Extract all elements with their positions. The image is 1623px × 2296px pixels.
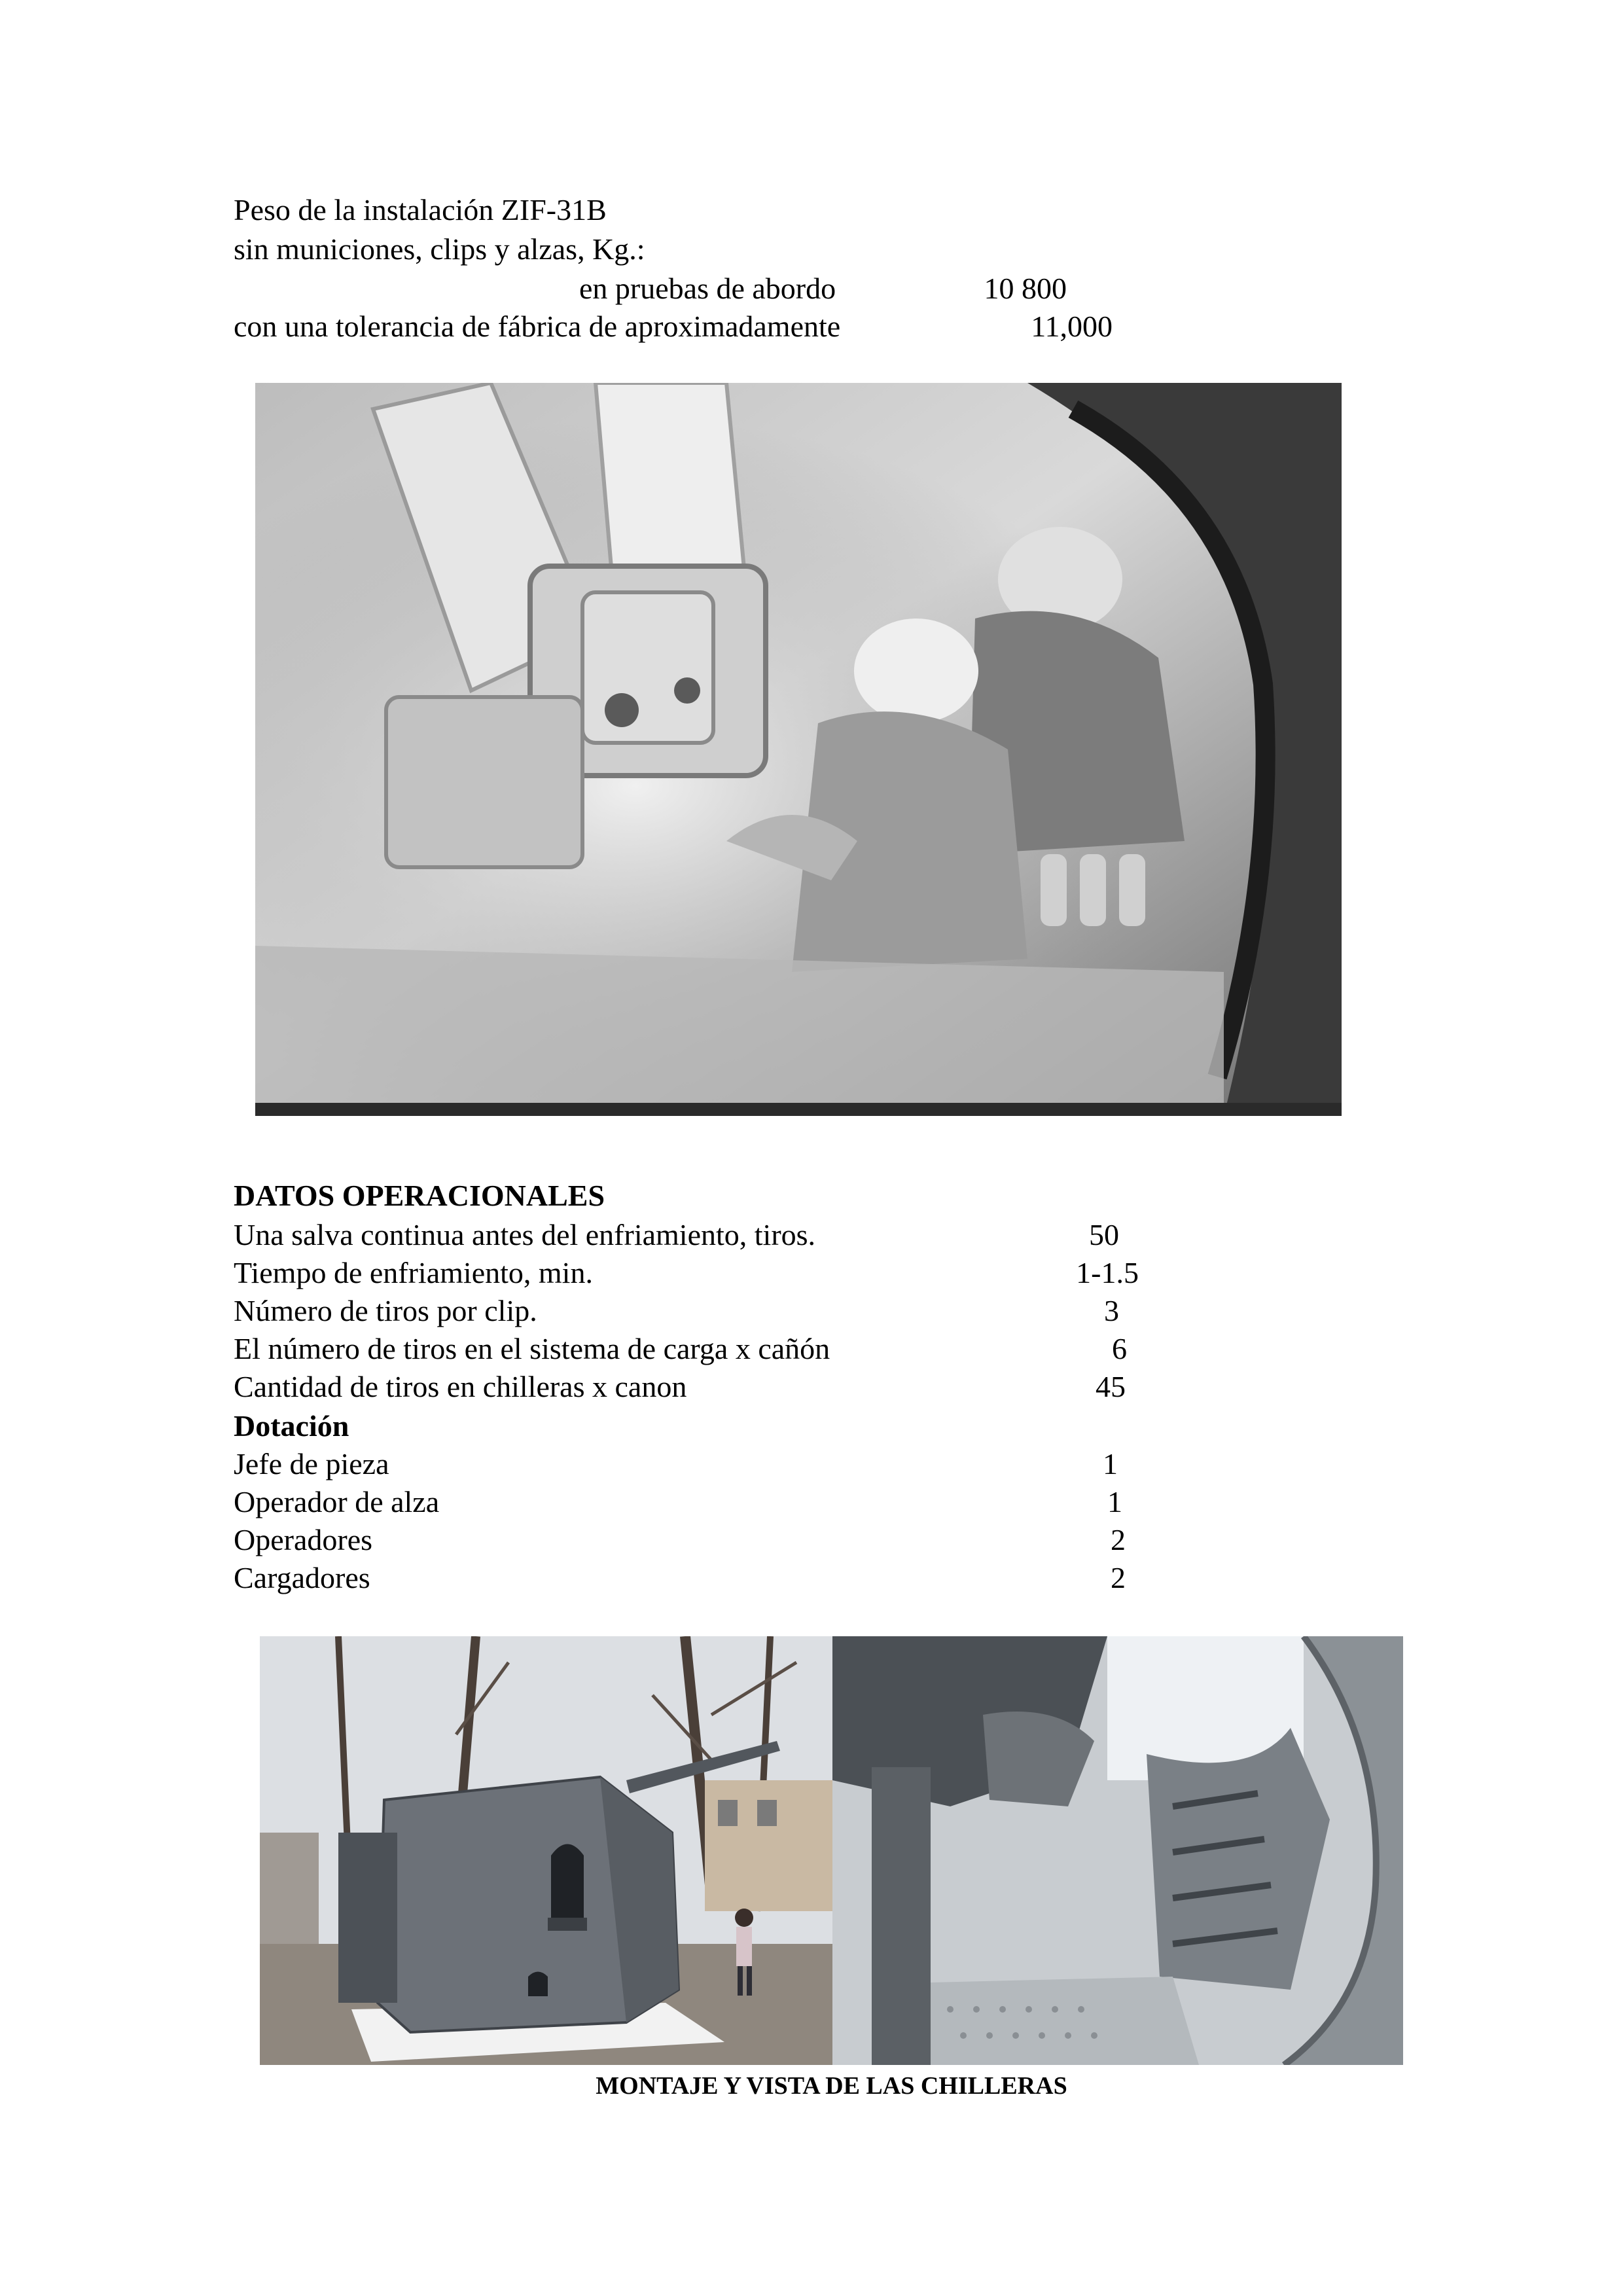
crew-row-label: Operador de alza [234,1485,440,1518]
operational-row-label: Cantidad de tiros en chilleras x canon [234,1370,687,1403]
crew-row-label: Operadores [234,1523,373,1556]
weight-row-label: en pruebas de abordo [579,272,836,305]
weight-row-value: 10 800 [984,272,1067,305]
archival-photo-gun-crew [255,383,1342,1116]
operational-row-value: 6 [1112,1332,1127,1365]
operational-row-label: Número de tiros por clip. [234,1294,537,1327]
operational-row-value: 1-1.5 [1076,1256,1139,1289]
crew-row-value: 1 [1107,1485,1122,1518]
operational-row-value: 3 [1104,1294,1119,1327]
photo-turret-outdoors [260,1636,832,2065]
crew-heading: Dotación [234,1409,349,1443]
crew-row-value: 2 [1111,1523,1126,1556]
photo-turret-interior [832,1636,1403,2065]
weight-title: Peso de la instalación ZIF-31B [234,193,607,226]
crew-row-value: 1 [1103,1447,1118,1480]
crew-row-value: 2 [1111,1561,1126,1594]
operational-row-label: El número de tiros en el sistema de carga x cañón [234,1332,830,1365]
crew-row-label: Cargadores [234,1561,370,1594]
weight-subtitle: sin municiones, clips y alzas, Kg.: [234,232,645,266]
operational-row-value: 45 [1096,1370,1126,1403]
operational-row-label: Tiempo de enfriamiento, min. [234,1256,593,1289]
operational-heading: DATOS OPERACIONALES [234,1179,605,1212]
crew-row-label: Jefe de pieza [234,1447,389,1480]
weight-row-label: con una tolerancia de fábrica de aproximadamente [234,310,841,343]
operational-row-label: Una salva continua antes del enfriamiento, tiros. [234,1218,816,1251]
operational-row-value: 50 [1089,1218,1119,1251]
photo-caption: MONTAJE Y VISTA DE LAS CHILLERAS [596,2072,1067,2100]
weight-row-value: 11,000 [1031,310,1113,343]
